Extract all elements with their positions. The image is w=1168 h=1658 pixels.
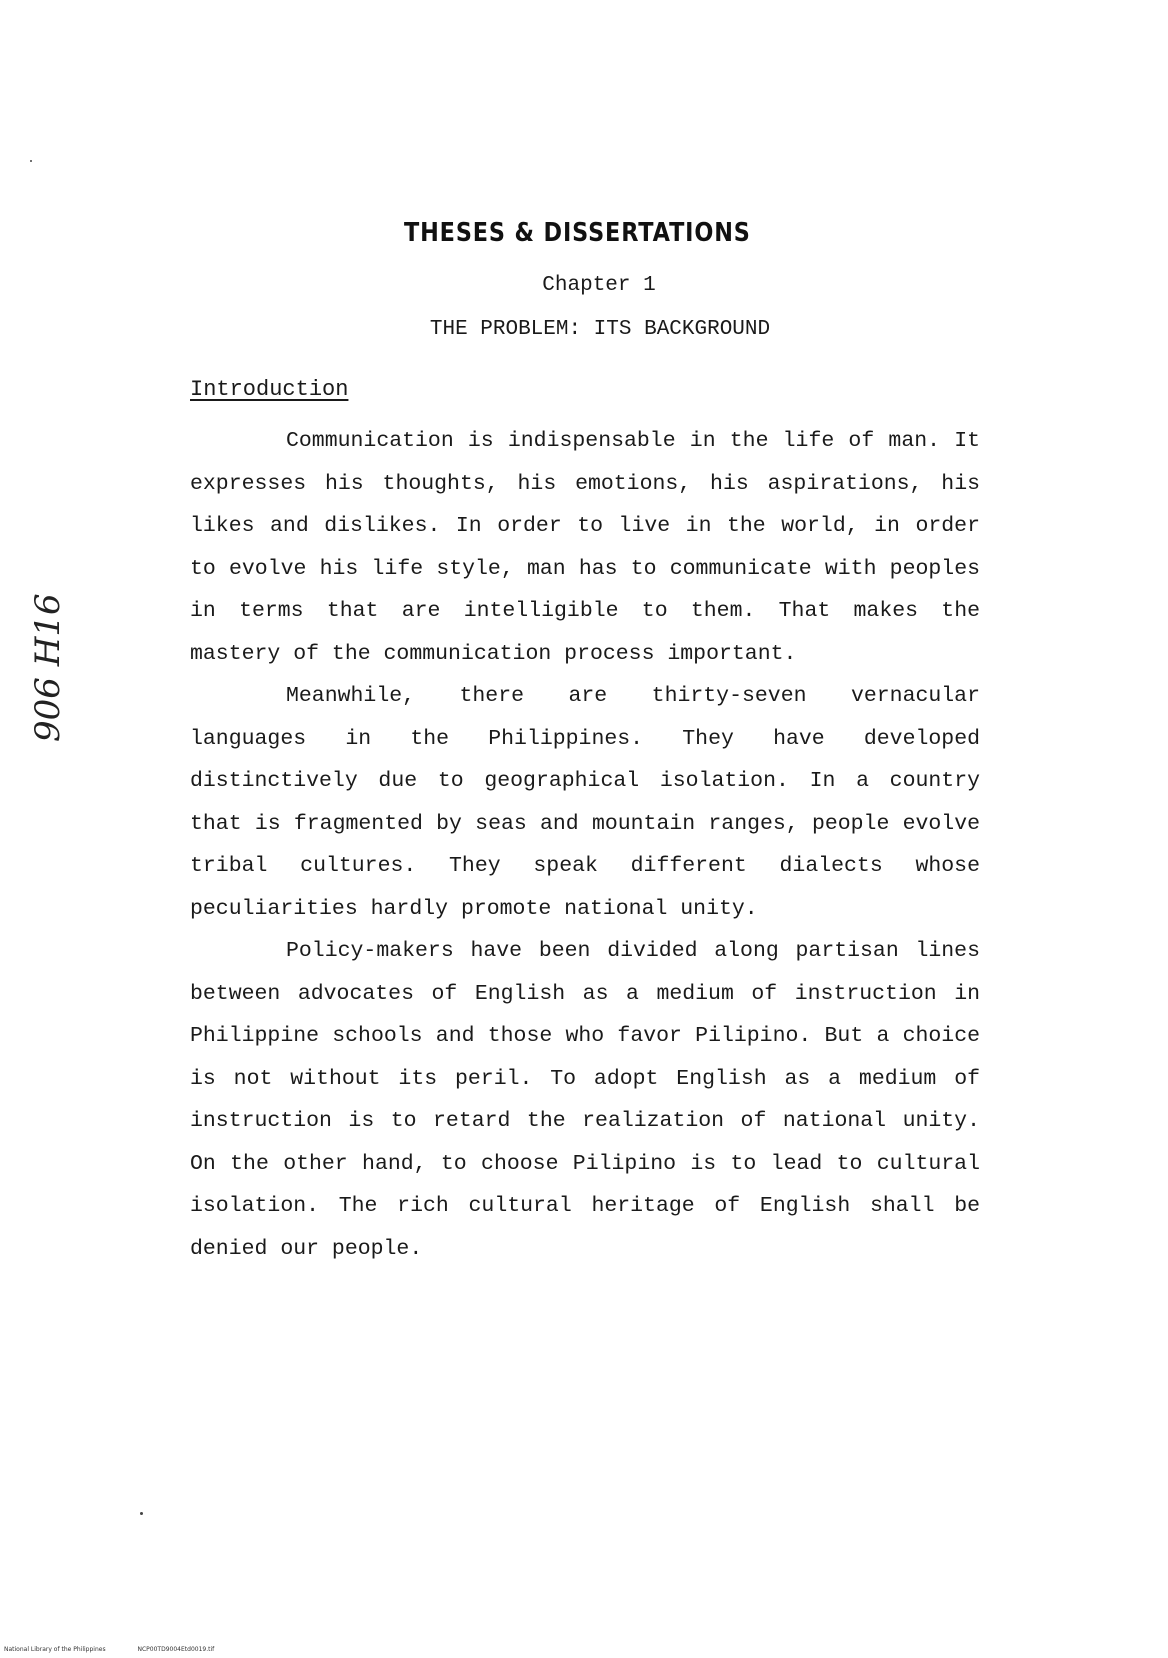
chapter-label: Chapter 1: [542, 274, 656, 297]
scan-speck: [140, 1512, 143, 1515]
paragraph-2: Meanwhile, there are thirty-seven vernacular languages in the Philippines. They have developed distinctively due to geographical isolation. In a country that is fragmented by seas and mountain ranges, people evolve tribal cultures. They speak different dialects whose peculiarities hardly promote national unity.: [190, 684, 980, 921]
chapter-number: [0, 274, 1168, 297]
paragraph-1: Communication is indispensable in the life of man. It expresses his thoughts, his emotions, his aspirations, his likes and dislikes. In order to live in the world, in order to evolve his life style, man has to communicate with peoples in terms that are intelligible to them. That makes the mastery of the communication process important.: [190, 429, 980, 666]
footer-filename: NCP00TD9004Etd0019.tif: [137, 1646, 215, 1653]
footer-library: National Library of the Philippines: [4, 1646, 106, 1653]
body-text: [190, 420, 980, 1270]
handwritten-margin-note: 906 H16: [28, 593, 68, 742]
chapter-title-text: THE PROBLEM: ITS BACKGROUND: [429, 318, 771, 341]
theses-dissertations-stamp: THESES & DISSERTATIONS: [404, 218, 751, 248]
paragraph-3: Policy-makers have been divided along partisan lines between advocates of English as a medium of instruction in Philippine schools and those who favor Pilipino. But a choice is not without its peril. To adopt English as a medium of instruction is to retard the realization of national unity. On the other hand, to choose Pilipino is to lead to cultural isolation. The rich cultural heritage of English shall be denied our people.: [190, 939, 980, 1261]
chapter-title: [0, 318, 1168, 341]
scan-speck: [30, 160, 32, 162]
section-heading: Introduction: [190, 377, 349, 402]
scan-footer: [4, 1646, 244, 1653]
